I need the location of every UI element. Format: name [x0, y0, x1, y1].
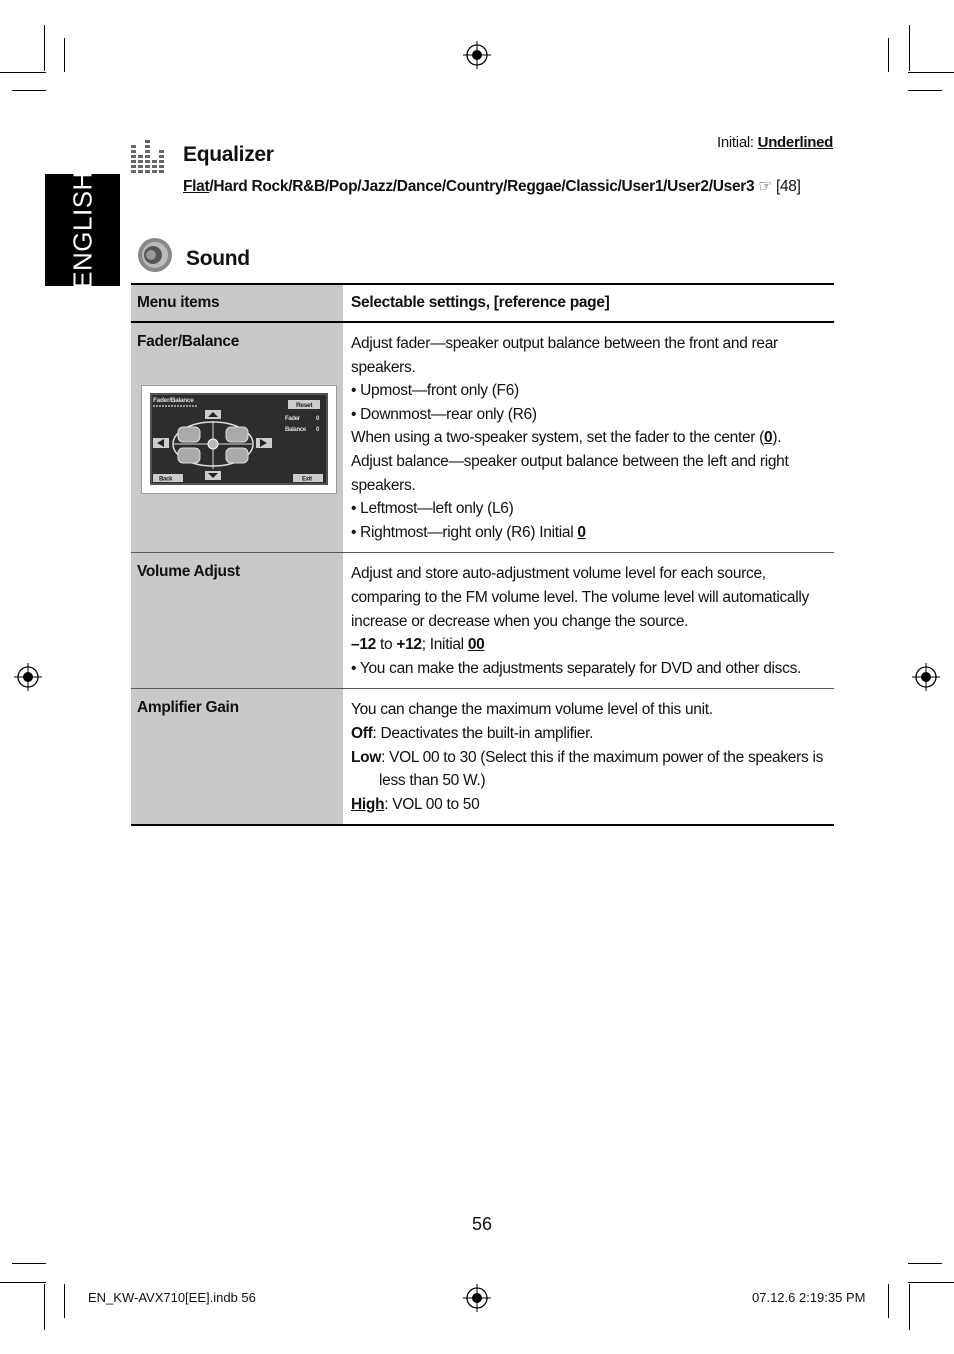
- footer-timestamp: 07.12.6 2:19:35 PM: [752, 1290, 866, 1305]
- fader-balance-screen-image: [150, 393, 328, 485]
- fader-upmost: • Upmost—front only (F6): [351, 382, 519, 400]
- screen-fader-label: Fader: [285, 416, 300, 422]
- screen-back-label: Back: [159, 476, 173, 483]
- screen-balance-label: Balance: [285, 427, 306, 433]
- equalizer-icon: [131, 139, 167, 175]
- initial-note: [717, 134, 833, 151]
- equalizer-options: [183, 177, 801, 196]
- crop-mark: [908, 90, 942, 91]
- equalizer-title: Equalizer: [183, 143, 274, 166]
- equalizer-ref-page: [48]: [775, 178, 801, 195]
- menu-item-cell: [131, 553, 343, 689]
- volume-adjust-note: • You can make the adjustments separately for DVD and other discs.: [351, 659, 802, 677]
- settings-cell: [343, 689, 834, 825]
- crop-mark: [64, 38, 65, 72]
- balance-description: Adjust balance—speaker output balance between the left and right speakers.: [351, 452, 789, 494]
- crop-mark: [909, 25, 910, 71]
- equalizer-other-options: /Hard Rock/R&B/Pop/Jazz/Dance/Country/Reggae/Classic/User1/User2/User3: [209, 178, 755, 195]
- volume-adjust-range: [351, 633, 826, 657]
- amplifier-gain-description: You can change the maximum volume level of this unit.: [351, 701, 713, 719]
- crop-mark: [908, 72, 954, 73]
- fader-downmost: • Downmost—rear only (R6): [351, 405, 537, 423]
- amplifier-gain-high: [351, 793, 826, 817]
- volume-range-min: –12: [351, 636, 376, 654]
- screen-reset-label: Reset: [296, 402, 313, 409]
- menu-item-amplifier-gain: Amplifier Gain: [137, 699, 239, 717]
- equalizer-default-option: Flat: [183, 178, 210, 195]
- table-row-fader-balance: [131, 322, 834, 553]
- table-row-amplifier-gain: [131, 689, 834, 825]
- volume-range-max: +12: [396, 636, 422, 654]
- footer-file-info: EN_KW-AVX710[EE].indb 56: [88, 1290, 256, 1305]
- balance-initial-value: 0: [577, 523, 586, 541]
- table-header-row: [131, 284, 834, 322]
- menu-item-cell: [131, 689, 343, 825]
- reference-pointer-icon: ☞: [758, 178, 772, 195]
- registration-mark-icon: [463, 1284, 491, 1312]
- speaker-icon: [136, 236, 174, 274]
- amplifier-low-key: Low: [351, 748, 382, 766]
- fader-two-speaker-end: ).: [772, 429, 782, 447]
- crop-mark: [64, 1284, 65, 1318]
- settings-cell: [343, 553, 834, 689]
- crop-mark: [12, 1263, 46, 1264]
- menu-item-volume-adjust: Volume Adjust: [137, 563, 240, 581]
- amplifier-low-text: : VOL 00 to 30 (Select this if the maximum power of the speakers is less than 50 W.): [379, 748, 824, 790]
- balance-rightmost: [351, 521, 826, 545]
- registration-mark-icon: [912, 663, 940, 691]
- crop-mark: [44, 25, 45, 71]
- header-menu-items: Menu items: [131, 284, 343, 322]
- fader-two-speaker-text: When using a two-speaker system, set the fader to the center (: [351, 429, 765, 447]
- balance-leftmost: • Leftmost—left only (L6): [351, 500, 514, 518]
- screen-balance-value: 0: [316, 427, 320, 433]
- amplifier-off-key: Off: [351, 724, 373, 742]
- crop-mark: [0, 1282, 46, 1283]
- screen-title: Fader/Balance: [153, 397, 194, 404]
- volume-initial-value: 00: [467, 636, 485, 654]
- header-selectable-settings: Selectable settings, [reference page]: [351, 294, 610, 311]
- menu-item-fader-balance: Fader/Balance: [137, 333, 240, 350]
- table-row-volume-adjust: [131, 553, 834, 689]
- amplifier-gain-low: [351, 746, 826, 793]
- crop-mark: [888, 1284, 889, 1318]
- screen-fader-value: 0: [316, 416, 320, 422]
- volume-adjust-description: Adjust and store auto-adjustment volume level for each source, comparing to the FM volume level. The volume level will automatically increase or decrease when you change the source.: [351, 565, 809, 630]
- crop-mark: [909, 1284, 910, 1330]
- crop-mark: [0, 72, 46, 73]
- fader-center-value: 0: [764, 429, 773, 447]
- registration-mark-icon: [463, 41, 491, 69]
- sound-title: Sound: [186, 247, 250, 270]
- fader-balance-screen: [141, 385, 337, 494]
- language-tab: [45, 171, 120, 289]
- screen-position-marker[interactable]: [208, 439, 218, 449]
- crop-mark: [888, 38, 889, 72]
- amplifier-high-key: High: [351, 795, 385, 813]
- language-tab-label: ENGLISH: [67, 171, 97, 289]
- crop-mark: [908, 1263, 942, 1264]
- crop-mark: [44, 1284, 45, 1330]
- screen-exit-label: Exit: [302, 476, 312, 483]
- amplifier-off-text: : Deactivates the built-in amplifier.: [372, 724, 594, 742]
- page-number: 56: [472, 1214, 493, 1234]
- crop-mark: [908, 1282, 954, 1283]
- initial-note-prefix: Initial:: [716, 134, 754, 151]
- settings-cell: [343, 322, 834, 553]
- volume-range-sep: ; Initial: [421, 636, 468, 654]
- menu-item-cell: [131, 322, 343, 553]
- registration-mark-icon: [14, 663, 42, 691]
- volume-range-to: to: [375, 636, 397, 654]
- fader-description: Adjust fader—speaker output balance between the front and rear speakers.: [351, 335, 778, 376]
- amplifier-gain-off: [351, 722, 826, 746]
- amplifier-high-text: : VOL 00 to 50: [384, 795, 480, 813]
- crop-mark: [12, 90, 46, 91]
- initial-note-value: Underlined: [757, 134, 833, 151]
- fader-two-speaker-note: [351, 426, 826, 450]
- sound-menu-table: [131, 283, 834, 826]
- balance-rightmost-text: • Rightmost—right only (R6) Initial: [351, 523, 578, 541]
